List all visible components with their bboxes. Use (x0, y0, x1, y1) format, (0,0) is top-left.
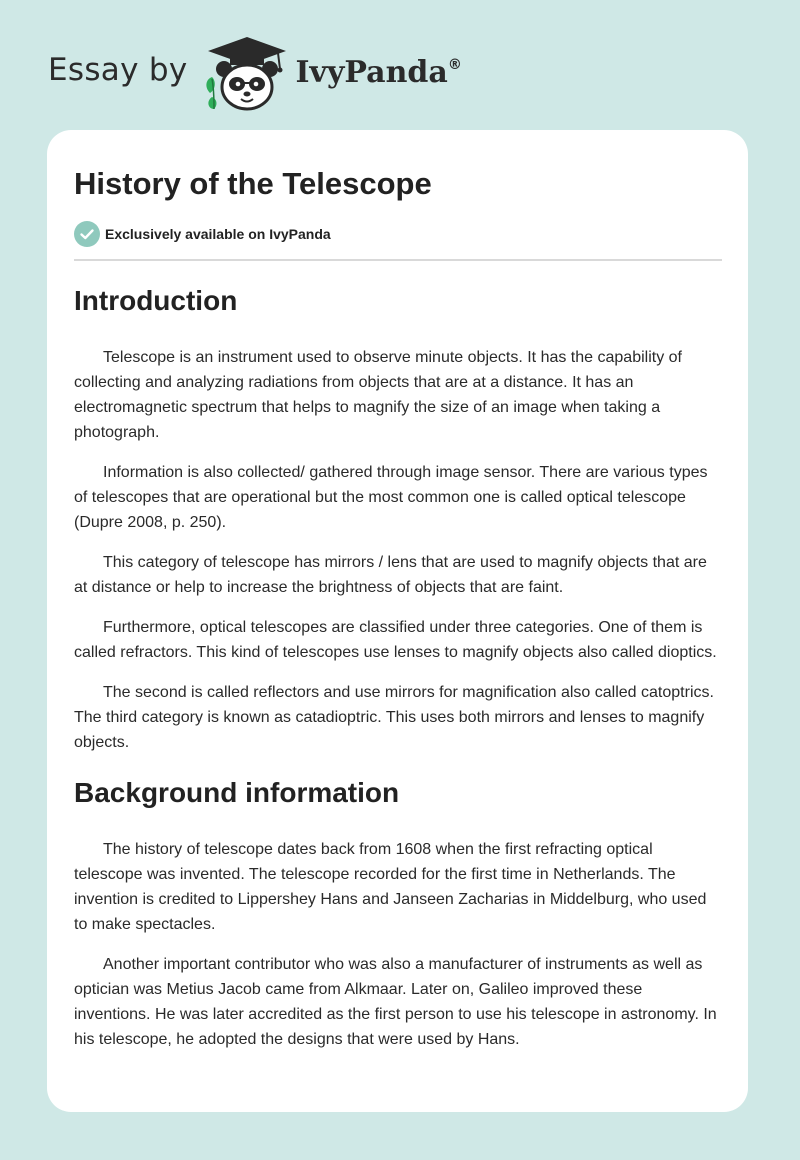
ivypanda-brand[interactable]: IvyPanda® (295, 54, 462, 90)
title-divider (74, 259, 722, 261)
section-body-background (74, 837, 722, 1052)
paragraph: The second is called reflectors and use mirrors for magnification also called catoptrics. The third category is known as catadioptric. This uses both mirrors and lenses to magnify objects. (74, 684, 714, 751)
section-heading-introduction: Introduction (74, 285, 238, 316)
paragraph: This category of telescope has mirrors / lens that are used to magnify objects that are at distance or help to increase the brightness of objects that are faint. (74, 554, 707, 596)
essay-card (47, 130, 748, 1112)
essay-by-label: Essay by (48, 52, 188, 88)
page-title: History of the Telescope (74, 166, 432, 201)
site-header (48, 34, 462, 114)
exclusive-badge (74, 221, 722, 247)
panda-graduate-logo-icon[interactable] (202, 35, 292, 113)
paragraph: Another important contributor who was also a manufacturer of instruments as well as optician was Metius Jacob came from Alkmaar. Later on, Galileo improved these inventions. He was later accredited as the first person to use his telescope in astronomy. In his telescope, he adopted the designs that were used by Hans. (74, 956, 717, 1048)
section-body-introduction (74, 345, 722, 755)
paragraph: Furthermore, optical telescopes are classified under three categories. One of them is called refractors. This kind of telescopes use lenses to magnify objects also called dioptics. (74, 619, 717, 661)
checkmark-circle-icon (74, 221, 100, 247)
paragraph: The history of telescope dates back from 1608 when the first refracting optical telescope was invented. The telescope recorded for the first time in Netherlands. The invention is credited to Lippershey Hans and Janseen Zacharias in Middelburg, who used to make spectacles. (74, 841, 707, 933)
paragraph: Information is also collected/ gathered through image sensor. There are various types of telescopes that are operational but the most common one is called optical telescope (Dupre 2008, p. 250). (74, 464, 708, 531)
section-heading-background: Background information (74, 777, 400, 808)
paragraph: Telescope is an instrument used to observe minute objects. It has the capability of collecting and analyzing radiations from objects that are at a distance. It has an electromagnetic spectrum that helps to magnify the size of an image when taking a photograph. (74, 349, 682, 441)
exclusive-badge-label: Exclusively available on IvyPanda (105, 226, 331, 242)
